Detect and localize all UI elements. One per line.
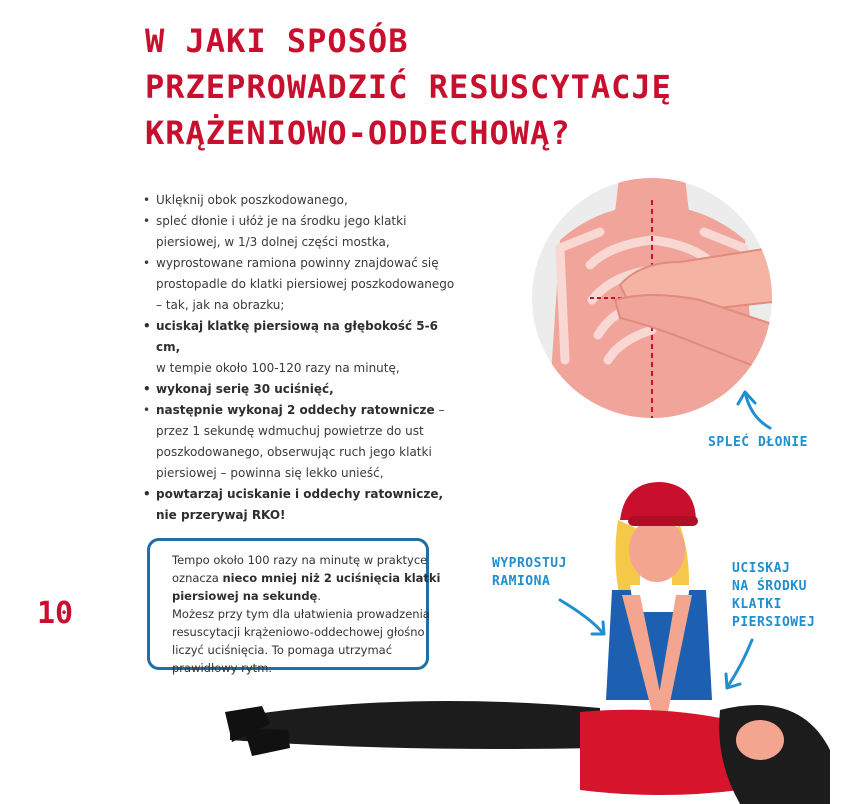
patient-torso	[580, 710, 740, 795]
label-straighten-arms	[492, 555, 567, 591]
neck-shape	[614, 170, 690, 220]
info-line: Możesz przy tym dla ułatwienia prowadzenia	[172, 607, 430, 621]
info-line: Tempo około 100 razy na minutę w praktyce	[172, 553, 428, 567]
instruction-list	[143, 190, 463, 526]
rib-line	[592, 270, 652, 300]
hand-upper	[620, 245, 790, 313]
patient-shoe	[225, 706, 270, 742]
patient-legs	[230, 701, 600, 749]
label-clasp-hands	[708, 434, 808, 452]
label-line: NA ŚRODKU	[732, 579, 807, 594]
arrow-to-hands	[746, 396, 770, 428]
rescuer-hair	[672, 525, 689, 600]
instruction-bold-text: następnie wykonaj 2 oddechy ratownicze	[156, 403, 435, 417]
page-number: 10	[37, 596, 74, 631]
instruction-item-bold: • powtarzaj uciskanie i oddechy ratownicze,	[143, 484, 463, 505]
title-line-3: KRĄŻENIOWO-ODDECHOWĄ?	[145, 114, 571, 152]
rescuer-cap-brim	[628, 516, 698, 526]
rescuer-hair	[615, 520, 640, 600]
instruction-item: • wyprostowane ramiona powinny znajdować się	[143, 253, 463, 274]
instruction-continuation: piersiowej, w 1/3 dolnej części mostka,	[156, 235, 390, 249]
instruction-continuation: piersiowej – powinna się lekko unieść,	[156, 466, 384, 480]
label-line: KLATKI	[732, 597, 782, 612]
rib-line	[598, 300, 652, 335]
rib-line	[652, 270, 712, 300]
info-line	[172, 569, 441, 587]
rib-line	[590, 240, 652, 265]
rib-line	[608, 330, 652, 360]
rescuer-arm	[622, 595, 664, 712]
tempo-info-text	[172, 551, 441, 677]
info-line: prawidłowy rytm.	[172, 661, 273, 675]
title-line-2: PRZEPROWADZIĆ RESUSCYTACJĘ	[145, 68, 672, 106]
rescuer-figure	[606, 482, 712, 712]
info-text: .	[317, 589, 322, 603]
hand-lower	[615, 295, 790, 380]
tempo-info-box	[147, 538, 441, 675]
info-bold-text: nieco mniej niż 2 uciśnięcia klatki	[222, 571, 441, 585]
label-line: SPLEĆ DŁONIE	[708, 435, 808, 450]
instruction-item: • Uklęknij obok poszkodowanego,	[143, 190, 463, 211]
instruction-continuation: – tak, jak na obrazku;	[156, 298, 285, 312]
label-press-center	[732, 560, 815, 632]
rescuer-body	[606, 590, 712, 700]
patient-figure	[225, 701, 830, 804]
arm-bone	[560, 250, 565, 360]
info-line: liczyć uciśnięcia. To pomaga utrzymać	[172, 643, 393, 657]
arrow-head	[726, 674, 740, 688]
instruction-continuation: w tempie około 100-120 razy na minutę,	[156, 361, 400, 375]
arrow-head	[592, 622, 604, 634]
info-bold-text: piersiowej na sekundę	[172, 589, 318, 603]
collarbone	[704, 232, 744, 248]
instruction-item-bold: • wykonaj serię 30 uciśnięć,	[143, 379, 463, 400]
info-line: resuscytacji krążeniowo-oddechowej głośno	[172, 625, 425, 639]
label-line: UCISKAJ	[732, 561, 791, 576]
arrow-press	[728, 640, 752, 686]
illustration-circle-bg	[532, 178, 772, 418]
rescuer-arm	[656, 595, 692, 712]
info-text: oznacza	[172, 571, 223, 585]
rescuer-cap	[620, 482, 696, 520]
collarbone	[560, 232, 600, 248]
label-line: PIERSIOWEJ	[732, 615, 816, 630]
instruction-continuation: poszkodowanego, obserwując ruch jego klatki	[156, 445, 432, 459]
arrow-arms	[560, 600, 602, 632]
instruction-text: –	[434, 403, 445, 417]
torso-shape	[548, 205, 756, 420]
arrow-head	[738, 392, 755, 404]
instruction-continuation-bold: nie przerywaj RKO!	[156, 508, 286, 522]
page-title	[145, 18, 672, 156]
rescuer-shirt	[630, 585, 690, 612]
title-line-1: W JAKI SPOSÓB	[145, 22, 409, 60]
instruction-continuation: przez 1 sekundę wdmuchuj powietrze do ust	[156, 424, 424, 438]
rescuer-face	[629, 518, 685, 582]
rib-line	[652, 240, 714, 265]
patient-hair	[719, 705, 830, 804]
patient-shoe	[244, 728, 290, 756]
rib-line	[652, 300, 706, 335]
instruction-item	[143, 400, 463, 421]
info-line	[172, 587, 441, 605]
instruction-item: • splеć dłonie i ułóż je na środku jego klatki	[143, 211, 463, 232]
patient-face	[736, 720, 784, 760]
instruction-continuation: prostopadle do klatki piersiowej poszkodowanego	[156, 277, 455, 291]
label-line: WYPROSTUJ	[492, 556, 567, 571]
label-line: RAMIONA	[492, 574, 551, 589]
instruction-item-bold: • uciskaj klatkę piersiową na głębokość 5-6 cm,	[143, 316, 463, 358]
